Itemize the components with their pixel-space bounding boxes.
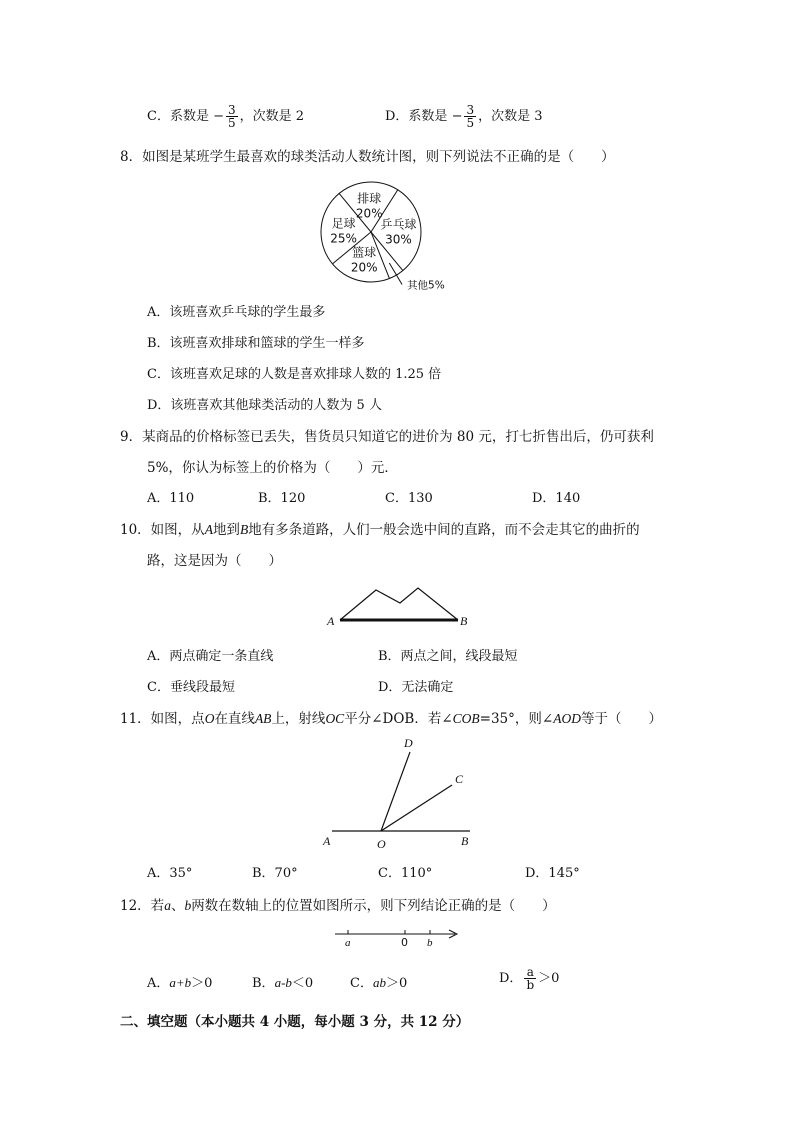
option-relation: ＞0 (385, 976, 408, 991)
fraction-denominator: 5 (228, 116, 236, 130)
q10-text: 10．如图，从 (120, 522, 205, 538)
pie-slice-value: 25% (330, 231, 357, 246)
q12-option-b (252, 972, 313, 991)
q10-option-d: D．无法确定 (378, 680, 454, 695)
point-a-label: A (323, 834, 331, 848)
point-d-label: D (404, 736, 413, 750)
q9-option-a: A．110 (147, 491, 195, 506)
axis-label-a: a (345, 937, 351, 949)
pie-slice-label: 篮球 (352, 245, 377, 260)
q12-option-c (350, 972, 407, 991)
pie-slice-label: 乒乓球 (380, 217, 417, 232)
q9-option-c: C．130 (385, 491, 433, 506)
option-relation: ＞0 (191, 976, 213, 991)
fraction-a-over-b (524, 966, 536, 991)
var-a: A (204, 522, 213, 537)
fraction-denominator: 5 (466, 116, 475, 130)
q10-text: 地有多条道路，人们一般会选中间的直路，而不会走其它的曲折的 (248, 522, 640, 538)
var-cob: COB (452, 711, 480, 726)
q9-option-b: B．120 (258, 491, 306, 506)
pie-slice-value: 30% (385, 232, 412, 247)
var-oc: OC (325, 711, 345, 726)
q10-option-c: C．垂线段最短 (147, 680, 235, 695)
q12-option-d (499, 966, 559, 991)
q12-option-a (147, 972, 212, 991)
q8-option-a: A．该班喜欢乒乓球的学生最多 (147, 305, 326, 320)
option-letter: A． (147, 976, 170, 991)
option-math: a+b (169, 975, 192, 990)
q9-option-d: D．140 (532, 491, 581, 506)
q9-stem-line1: 9．某商品的价格标签已丢失，售货员只知道它的进价为 80 元，打七折售出后，仍可获利 (120, 429, 654, 445)
pie-slice-value: 20% (355, 206, 383, 221)
q10-option-b: B．两点之间，线段最短 (378, 649, 518, 664)
q11-text: 在直线 (214, 711, 255, 727)
section-2-title: 二、填空题（本小题共 4 小题，每小题 3 分，共 12 分） (120, 1014, 470, 1030)
q11-option-d: D．145° (525, 866, 580, 881)
point-b-label: B (461, 834, 469, 848)
fraction-numerator: 3 (466, 103, 475, 117)
q11-text: 等于（ ） (580, 711, 662, 727)
option-math: ab (372, 975, 386, 990)
pie-slice-label: 其他5% (407, 279, 445, 292)
axis-label-zero: 0 (401, 936, 408, 949)
q11-option-b: B．70° (252, 866, 298, 881)
q11-text: =35°，则∠ (479, 711, 554, 727)
q11-option-a: A．35° (147, 866, 193, 881)
point-b-label: B (460, 614, 468, 628)
q12-text: 两数在数轴上的位置如图所示，则下列结论正确的是（ ） (191, 898, 556, 914)
option-relation: ＜0 (291, 976, 314, 991)
var-b: b (184, 898, 192, 913)
fraction-numerator: 3 (228, 103, 236, 117)
q11-text: 11．如图，点 (120, 711, 205, 727)
q8-stem: 8．如图是某班学生最喜欢的球类活动人数统计图，则下列说法不正确的是（ ） (120, 149, 615, 165)
option-math: a-b (274, 975, 292, 990)
q10-text: 地到 (212, 522, 240, 538)
option-relation: ＞0 (538, 971, 560, 986)
q12-text: 、 (170, 898, 185, 914)
q9-stem-line2: 5%，你认为标签上的价格为（ ）元． (147, 460, 398, 476)
point-a-label: A (327, 614, 335, 628)
q11-option-c: C．110° (378, 866, 433, 881)
var-o: O (204, 711, 215, 726)
q7-option-c-suffix: ，次数是 2 (239, 109, 305, 124)
negative-sign: − (213, 109, 224, 124)
pie-slice-label: 足球 (331, 216, 356, 231)
point-o-label: O (377, 837, 386, 851)
q7-option-c-prefix: C．系数是 (147, 109, 209, 124)
pie-slice-value: 20% (350, 260, 378, 275)
fraction-numerator: a (526, 965, 534, 979)
q8-option-b: B．该班喜欢排球和篮球的学生一样多 (147, 336, 365, 351)
axis-label-b: b (427, 937, 433, 949)
point-c-label: C (455, 772, 464, 786)
q10-stem-line2: 路，这是因为（ ） (147, 553, 282, 569)
q8-option-d: D．该班喜欢其他球类活动的人数为 5 人 (147, 398, 382, 413)
pie-slice-label: 排球 (357, 191, 382, 206)
q11-text: 上，射线 (271, 711, 326, 727)
q12-text: 12．若 (120, 898, 165, 914)
var-a: a (164, 898, 171, 913)
option-letter: D． (499, 971, 523, 986)
option-letter: B． (252, 976, 275, 991)
q11-text: 平分∠DOB．若∠ (344, 711, 453, 727)
var-aod: AOD (553, 711, 581, 726)
fraction-denominator: b (526, 978, 535, 992)
negative-sign: − (451, 109, 463, 124)
q10-option-a: A．两点确定一条直线 (147, 649, 274, 664)
q8-option-c: C．该班喜欢足球的人数是喜欢排球人数的 1.25 倍 (147, 367, 442, 382)
q7-option-d-suffix: ，次数是 3 (478, 109, 543, 124)
var-ab: AB (254, 711, 272, 726)
option-letter: C． (350, 976, 373, 991)
var-b: B (239, 522, 249, 537)
q7-option-d-prefix: D．系数是 (385, 109, 448, 124)
